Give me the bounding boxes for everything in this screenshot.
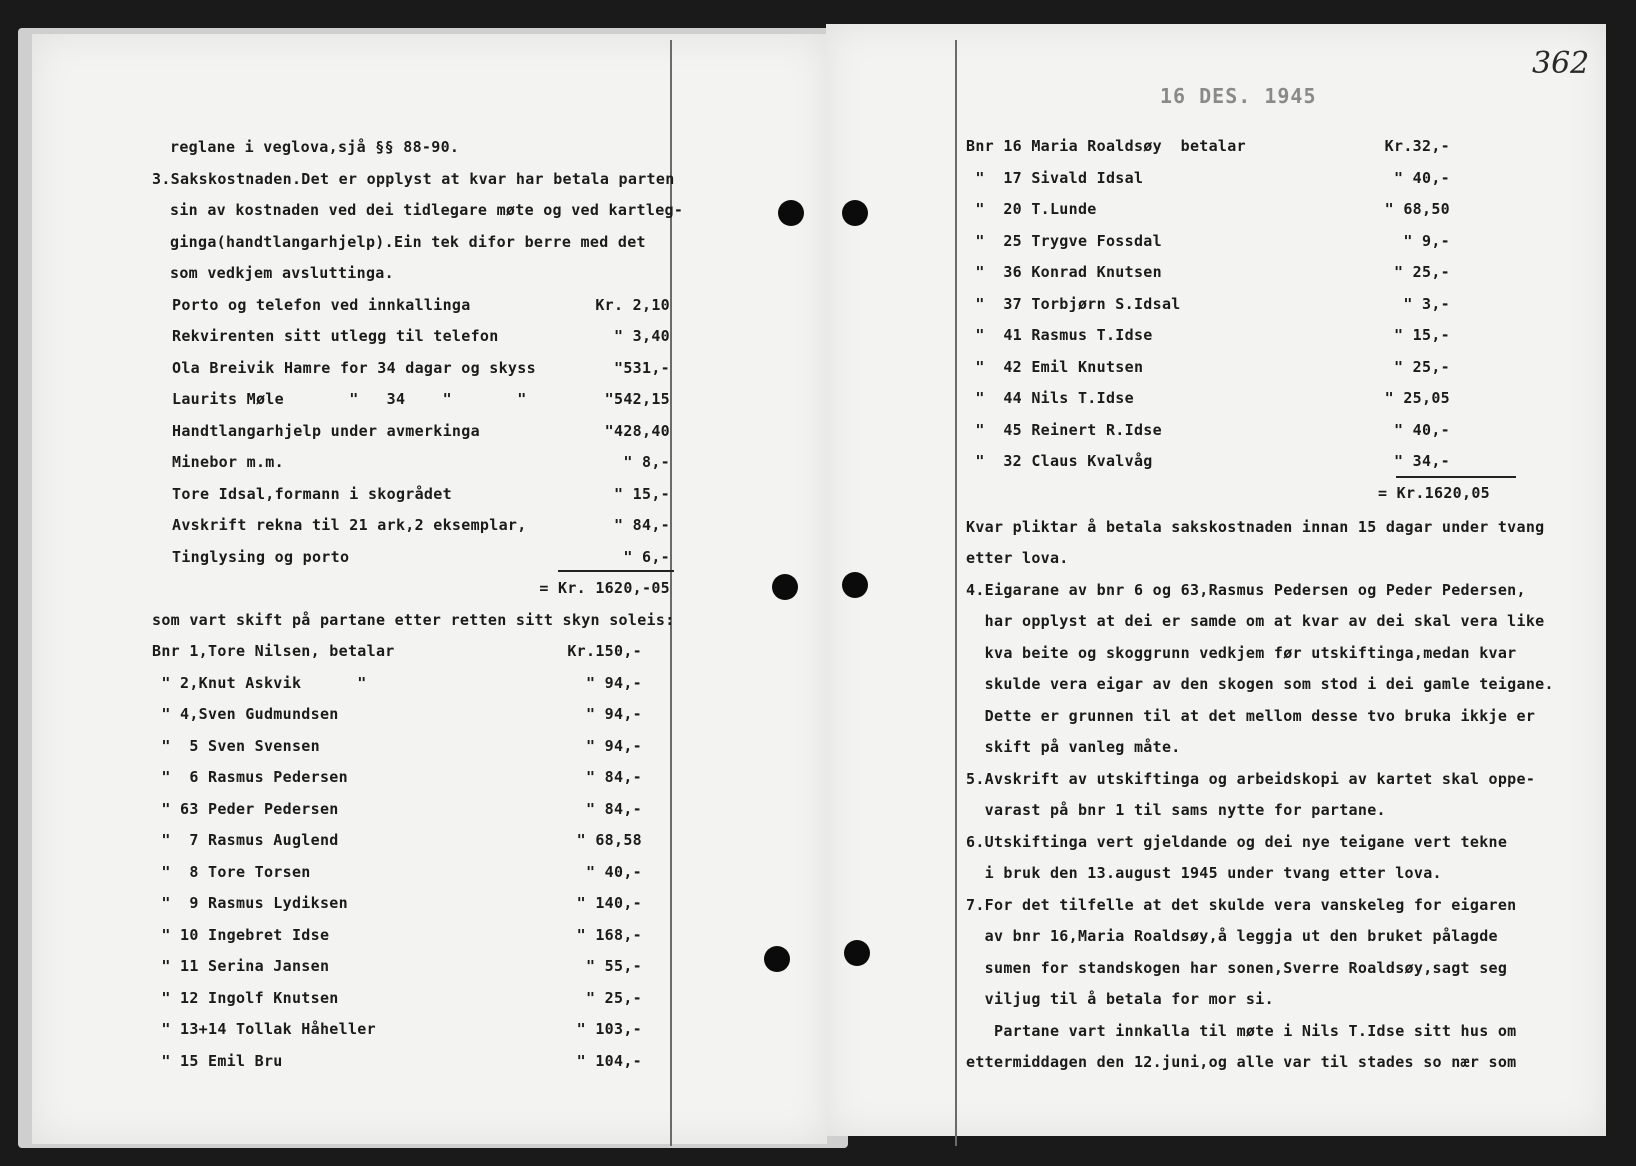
share-row-amount: Kr.150,- (567, 642, 642, 660)
share-row-amount: " 68,58 (576, 831, 642, 849)
punch-hole (764, 946, 790, 972)
punch-hole (844, 940, 870, 966)
share-row-amount: " 104,- (576, 1051, 642, 1070)
cost-sum-rule (558, 570, 674, 572)
share-row-label: " 13+14 Tollak Håheller (152, 1020, 376, 1038)
share-row-label: " 10 Ingebret Idse (152, 925, 330, 944)
share-row-amount: " 94,- (586, 736, 642, 755)
left-paragraph-line: reglane i veglova,sjå §§ 88-90. (170, 138, 460, 156)
share-row-label: " 15 Emil Bru (152, 1051, 283, 1070)
share-row-label: " 17 Sivald Idsal (966, 168, 1144, 187)
share-row-label: " 12 Ingolf Knutsen (152, 988, 339, 1007)
share-row-label: " 5 Sven Svensen (152, 736, 320, 755)
share-row-label: " 25 Trygve Fossdal (966, 231, 1162, 250)
right-paragraph-line: 4.Eigarane av bnr 6 og 63,Rasmus Pedersen og Peder Pedersen, (966, 580, 1526, 599)
share-row-label: " 6 Rasmus Pedersen (152, 768, 348, 786)
share-row-amount: " 40,- (1394, 168, 1450, 187)
share-row-amount: " 15,- (1394, 326, 1450, 344)
punch-hole (842, 200, 868, 226)
cost-item-amount: "428,40 (604, 421, 670, 440)
share-row-amount: " 168,- (576, 925, 642, 944)
cost-item-label: Porto og telefon ved innkallinga (172, 295, 471, 314)
cost-item-label: Rekvirenten sitt utlegg til telefon (172, 327, 499, 345)
cost-item-amount: Kr. 2,10 (595, 295, 670, 314)
right-paragraph-line: ettermiddagen den 12.juni,og alle var til stades so nær som (966, 1053, 1517, 1071)
share-row-label: Bnr 1,Tore Nilsen, betalar (152, 642, 395, 660)
share-row-label: " 2,Knut Askvik " (152, 673, 367, 692)
share-row-label: " 45 Reinert R.Idse (966, 420, 1162, 439)
share-row-amount: " 40,- (1394, 420, 1450, 439)
cost-item-label: Handtlangarhjelp under avmerkinga (172, 421, 480, 440)
folio-number: 362 (1532, 46, 1590, 81)
shares-total: = Kr.1620,05 (1378, 483, 1490, 502)
cost-item-amount: "531,- (614, 358, 670, 377)
right-paragraph-line: skift på vanleg måte. (966, 738, 1181, 756)
share-row-amount: Kr.32,- (1384, 137, 1450, 155)
share-row-label: " 4,Sven Gudmundsen (152, 705, 339, 723)
right-paragraph-line: etter lova. (966, 549, 1069, 567)
share-row-amount: " 3,- (1403, 294, 1450, 313)
cost-item-label: Laurits Møle " 34 " " (172, 390, 527, 408)
share-row-amount: " 140,- (576, 894, 642, 912)
left-paragraph-line: ginga(handtlangarhjelp).Ein tek difor berre med det (170, 232, 646, 251)
share-row-amount: " 103,- (576, 1020, 642, 1038)
share-row-label: " 32 Claus Kvalvåg (966, 452, 1153, 470)
punch-hole (772, 574, 798, 600)
share-row-amount: " 25,- (1394, 263, 1450, 281)
punch-hole (778, 200, 804, 226)
share-row-amount: " 25,05 (1384, 389, 1450, 407)
share-row-label: " 20 T.Lunde (966, 200, 1097, 218)
right-paragraph-line: kva beite og skoggrunn vedkjem før utskiftinga,medan kvar (966, 643, 1517, 662)
share-row-label: " 9 Rasmus Lydiksen (152, 894, 348, 912)
share-row-label: " 11 Serina Jansen (152, 957, 330, 975)
right-paragraph-line: sumen for standskogen har sonen,Sverre Roaldsøy,sagt seg (966, 958, 1508, 977)
split-intro-line: som vart skift på partane etter retten sitt skyn soleis: (152, 610, 675, 629)
date-stamp: 16 DES. 1945 (1160, 84, 1317, 108)
cost-item-label: Ola Breivik Hamre for 34 dagar og skyss (172, 358, 536, 377)
left-paragraph-line: sin av kostnaden ved dei tidlegare møte og ved kartleg- (170, 201, 684, 219)
share-row-label: " 63 Peder Pedersen (152, 799, 339, 818)
left-paragraph-line: 3.Sakskostnaden.Det er opplyst at kvar har betala parten (152, 169, 675, 188)
share-row-label: " 36 Konrad Knutsen (966, 263, 1162, 281)
right-paragraph-line: viljug til å betala for mor si. (966, 990, 1274, 1008)
left-paragraph-line: som vedkjem avsluttinga. (170, 264, 394, 282)
share-row-amount: " 40,- (586, 862, 642, 881)
share-row-label: " 8 Tore Torsen (152, 862, 311, 881)
share-row-label: " 41 Rasmus T.Idse (966, 326, 1153, 344)
share-row-amount: " 25,- (1394, 357, 1450, 376)
cost-item-label: Tore Idsal,formann i skogrådet (172, 484, 452, 503)
right-paragraph-line: 7.For det tilfelle at det skulde vera vanskeleg for eigaren (966, 895, 1517, 914)
share-row-amount: " 9,- (1403, 231, 1450, 250)
share-row-amount: " 68,50 (1384, 200, 1450, 218)
share-sum-rule (1396, 476, 1516, 478)
cost-item-label: Minebor m.m. (172, 453, 284, 471)
right-paragraph-line: Dette er grunnen til at det mellom desse tvo bruka ikkje er (966, 706, 1536, 725)
cost-item-amount: " 6,- (623, 547, 670, 566)
cost-item-amount: " 15,- (614, 484, 670, 503)
share-row-amount: " 55,- (586, 957, 642, 975)
right-paragraph-line: har opplyst at dei er samde om at kvar av dei skal vera like (966, 612, 1545, 630)
share-row-label: Bnr 16 Maria Roaldsøy betalar (966, 137, 1246, 155)
cost-item-label: Tinglysing og porto (172, 547, 350, 566)
share-row-label: " 44 Nils T.Idse (966, 389, 1134, 407)
right-paragraph-line: Partane vart innkalla til møte i Nils T.Idse sitt hus om (966, 1021, 1517, 1040)
right-paragraph-line: 5.Avskrift av utskiftinga og arbeidskopi av kartet skal oppe- (966, 769, 1536, 788)
right-paragraph-line: Kvar pliktar å betala sakskostnaden innan 15 dagar under tvang (966, 517, 1545, 536)
share-row-amount: " 25,- (586, 988, 642, 1007)
share-row-amount: " 94,- (586, 673, 642, 692)
right-paragraph-line: varast på bnr 1 til sams nytte for partane. (966, 801, 1386, 819)
right-page-margin-line (955, 40, 957, 1146)
cost-item-amount: " 8,- (623, 453, 670, 471)
share-row-amount: " 34,- (1394, 452, 1450, 470)
right-paragraph-line: av bnr 16,Maria Roaldsøy,å leggja ut den bruket pålagde (966, 927, 1498, 945)
share-row-amount: " 84,- (586, 799, 642, 818)
right-paragraph-line: skulde vera eigar av den skogen som stod i dei gamle teigane. (966, 675, 1554, 693)
cost-item-amount: "542,15 (604, 390, 670, 408)
cost-item-label: Avskrift rekna til 21 ark,2 eksemplar, (172, 516, 527, 534)
share-row-amount: " 84,- (586, 768, 642, 786)
share-row-label: " 37 Torbjørn S.Idsal (966, 294, 1181, 313)
right-paragraph-line: i bruk den 13.august 1945 under tvang etter lova. (966, 864, 1442, 882)
share-row-label: " 7 Rasmus Auglend (152, 831, 339, 849)
right-paragraph-line: 6.Utskiftinga vert gjeldande og dei nye teigane vert tekne (966, 832, 1508, 851)
share-row-amount: " 94,- (586, 705, 642, 723)
cost-total: = Kr. 1620,-05 (539, 579, 670, 597)
share-row-label: " 42 Emil Knutsen (966, 357, 1144, 376)
cost-item-amount: " 3,40 (614, 327, 670, 345)
cost-item-amount: " 84,- (614, 516, 670, 534)
punch-hole (842, 572, 868, 598)
